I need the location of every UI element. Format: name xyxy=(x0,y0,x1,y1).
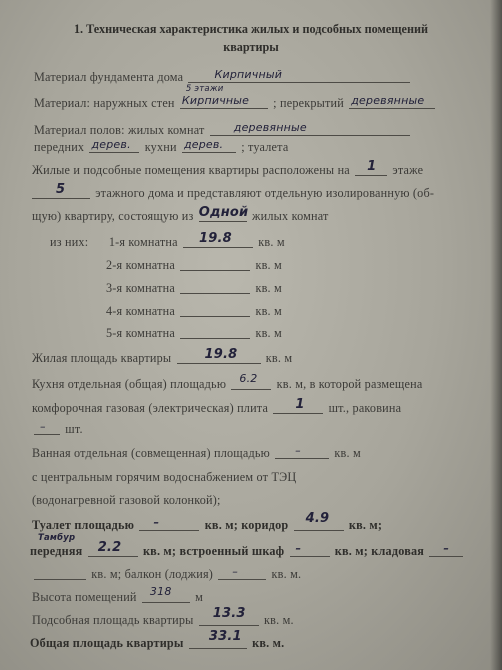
corridor-field xyxy=(294,511,344,531)
toilet-row xyxy=(32,511,502,533)
hall-field xyxy=(88,540,138,557)
floors-value: деревянные xyxy=(233,121,307,134)
section-heading xyxy=(0,22,502,55)
height-value: 318 xyxy=(149,585,172,598)
balcony-value: – xyxy=(232,565,238,578)
sink-unit: шт. xyxy=(65,422,83,436)
aux-area-unit: кв. м. xyxy=(264,613,294,627)
corridor-unit: кв. м; xyxy=(348,518,383,532)
aux-area-value: 13.3 xyxy=(212,606,246,621)
kitchen-row-3 xyxy=(32,422,502,437)
room-5-label: 5-я комнатна xyxy=(106,326,175,340)
total-floors-field xyxy=(32,182,90,199)
walls-row xyxy=(34,84,502,111)
bathroom-unit: кв. м xyxy=(334,446,361,460)
storage-field-b xyxy=(34,567,86,580)
foundation-field xyxy=(188,70,410,83)
rooms-count-value: Одной xyxy=(198,205,249,220)
heading-line-2: квартиры xyxy=(223,40,279,54)
location-row-3 xyxy=(32,205,502,224)
location-text-b: этаже xyxy=(392,163,424,177)
corridor-value: 4.9 xyxy=(305,511,330,526)
total-area-label: Общая площадь квартиры xyxy=(30,636,184,650)
walls-field xyxy=(180,84,268,109)
bathroom-row-3 xyxy=(32,493,502,508)
room-1-field xyxy=(183,231,253,248)
total-area-field xyxy=(189,629,247,649)
room-3-unit: кв. м xyxy=(255,281,282,295)
total-area-unit: кв. м. xyxy=(252,636,285,650)
total-area-row xyxy=(30,629,502,651)
closet-label: кв. м; встроенный шкаф xyxy=(142,544,285,558)
kitchen-row-2 xyxy=(32,397,502,416)
hall-label: передняя xyxy=(30,544,83,558)
toilet-field xyxy=(139,518,199,531)
kitchen-floor-field xyxy=(182,140,236,153)
room-4-unit: кв. м xyxy=(255,304,282,318)
rooms-intro: из них: xyxy=(50,235,89,249)
walls-label: Материал: наружных стен xyxy=(34,96,175,110)
foundation-row xyxy=(34,70,502,85)
hall-note: Тамбур xyxy=(38,533,76,543)
walls-value: Кирпичные xyxy=(181,94,250,107)
hall-floor-value: дерев. xyxy=(91,138,131,151)
room-3-field xyxy=(180,281,250,294)
ceiling-label: ; перекрытий xyxy=(273,96,344,110)
kitchen-field xyxy=(231,372,271,390)
room-row-2 xyxy=(106,258,502,273)
floor-field xyxy=(355,159,387,176)
sink-value: – xyxy=(40,420,46,433)
kitchen-text-b: кв. м, в которой размещена xyxy=(276,377,423,391)
living-area-field xyxy=(177,347,261,364)
hall-floor-label: передних xyxy=(34,140,85,154)
floors-label: Материал полов: жилых комнат xyxy=(34,123,205,137)
sink-field xyxy=(34,422,60,435)
living-area-label: Жилая площадь квартиры xyxy=(32,351,172,365)
bathroom-line-2: с центральным горячим водоснабжением от ТЭЦ xyxy=(32,470,297,484)
total-floors-value: 5 xyxy=(56,182,66,197)
floor-value: 1 xyxy=(367,159,377,174)
location-text-a: Жилые и подсобные помещения квартиры расположены на xyxy=(32,163,350,177)
floors-row-2 xyxy=(34,140,502,155)
page-edge-shadow xyxy=(490,0,502,670)
room-2-label: 2-я комнатна xyxy=(106,258,175,272)
room-5-unit: кв. м xyxy=(255,326,282,340)
room-row-1 xyxy=(50,231,502,250)
storage-row xyxy=(32,567,502,582)
bathroom-label: Ванная отдельная (совмещенная) площадью xyxy=(32,446,270,460)
living-area-value: 19.8 xyxy=(204,347,238,362)
toilet-floor-label: ; туалета xyxy=(241,140,289,154)
bathroom-row-1 xyxy=(32,446,502,461)
bathroom-row-2 xyxy=(32,470,502,485)
corridor-label: кв. м; коридор xyxy=(204,518,289,532)
room-3-label: 3-я комнатна xyxy=(106,281,175,295)
room-row-3 xyxy=(106,281,502,296)
location-text-e: жилых комнат xyxy=(252,209,329,223)
room-4-label: 4-я комнатна xyxy=(106,304,175,318)
hall-value: 2.2 xyxy=(97,540,122,555)
balcony-field xyxy=(218,567,266,580)
heading-line-1: 1. Техническая характеристика жилых и подсобных помещений xyxy=(73,22,429,36)
bathroom-line-3: (водонагревной газовой колонкой); xyxy=(32,493,221,507)
bathroom-field xyxy=(275,446,329,459)
location-row-2 xyxy=(30,182,502,201)
height-label: Высота помещений xyxy=(32,590,137,604)
toilet-value: – xyxy=(153,516,160,529)
storage-label: кв. м; кладовая xyxy=(334,544,425,558)
room-5-field xyxy=(180,326,250,339)
height-row xyxy=(32,585,502,605)
kitchen-label: Кухня отдельная (общая) площадью xyxy=(32,377,227,391)
balcony-label: кв. м; балкон (лоджия) xyxy=(91,567,214,581)
floors-field xyxy=(210,123,410,136)
room-row-4 xyxy=(106,304,502,319)
stove-field xyxy=(273,397,323,414)
kitchen-floor-label: кухни xyxy=(144,140,177,154)
stove-label: комфорочная газовая (электрическая) плита xyxy=(32,401,269,415)
foundation-value: Кирпичный xyxy=(214,68,283,81)
aux-area-field xyxy=(199,606,259,626)
storage-field-a xyxy=(429,544,463,557)
closet-value: – xyxy=(295,542,302,555)
room-4-field xyxy=(180,304,250,317)
location-row-1 xyxy=(32,159,502,178)
room-2-field xyxy=(180,258,250,271)
ceiling-value: деревянные xyxy=(351,94,425,107)
toilet-label: Туалет площадью xyxy=(32,518,135,532)
stove-value: 1 xyxy=(295,397,305,412)
location-text-c: этажного дома и представляют отдельную изолированную (об- xyxy=(95,186,435,200)
stove-unit: шт., раковина xyxy=(328,401,402,415)
bathroom-value: – xyxy=(295,444,301,457)
aux-area-label: Подсобная площадь квартиры xyxy=(32,613,194,627)
hall-row xyxy=(30,533,502,559)
room-1-label: 1-я комнатна xyxy=(108,235,178,249)
ceiling-field xyxy=(349,96,435,109)
walls-note: 5 этажи xyxy=(185,84,224,94)
foundation-label: Материал фундамента дома xyxy=(34,70,184,84)
room-row-5 xyxy=(106,326,502,341)
room-1-value: 19.8 xyxy=(199,231,232,246)
closet-field xyxy=(290,544,330,557)
floors-row xyxy=(34,123,502,138)
living-area-unit: кв. м xyxy=(265,351,293,365)
aux-area-row xyxy=(32,606,502,628)
room-1-unit: кв. м xyxy=(258,235,285,249)
rooms-count-field xyxy=(198,205,249,222)
height-unit: м xyxy=(195,590,204,604)
total-area-value: 33.1 xyxy=(208,629,242,644)
storage-value: – xyxy=(443,542,450,555)
living-area-row xyxy=(32,347,502,366)
kitchen-row-1 xyxy=(32,372,502,392)
balcony-unit: кв. м. xyxy=(271,567,302,581)
room-2-unit: кв. м xyxy=(255,258,282,272)
kitchen-value: 6.2 xyxy=(239,372,258,385)
location-text-d: щую) квартиру, состоящую из xyxy=(32,209,194,223)
kitchen-floor-value: дерев. xyxy=(183,138,224,151)
hall-floor-field xyxy=(89,140,139,153)
height-field xyxy=(142,585,190,603)
